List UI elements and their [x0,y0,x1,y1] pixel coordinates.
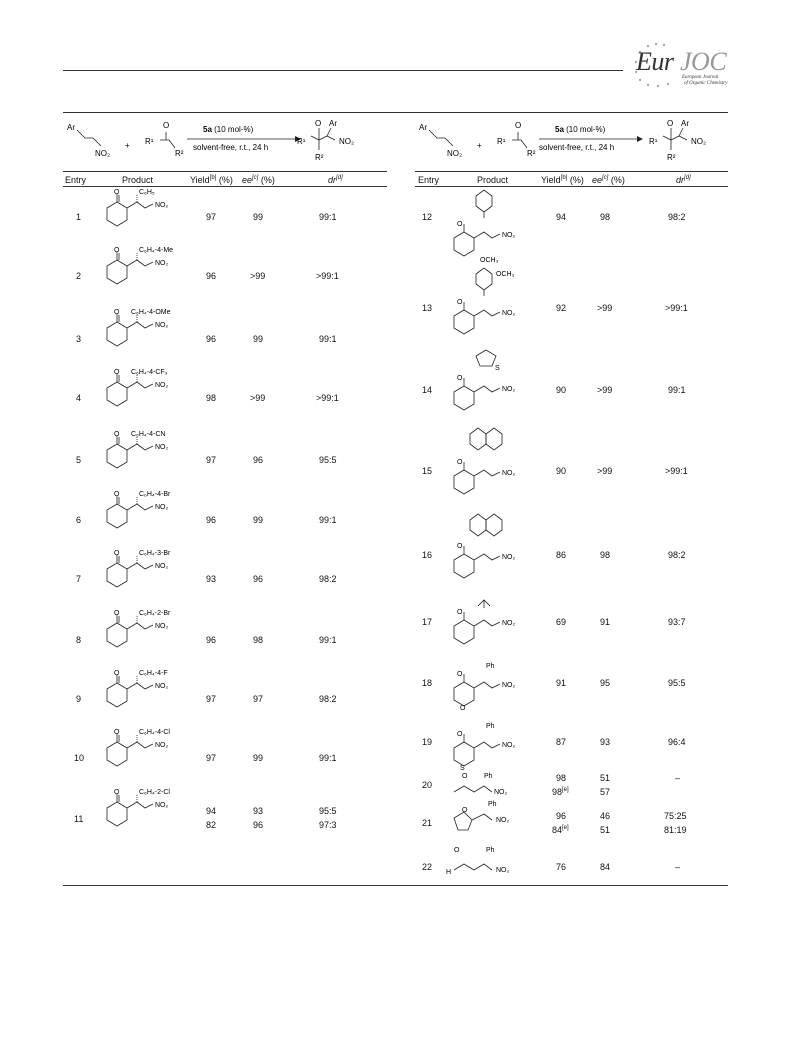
svg-text:R¹: R¹ [497,137,506,146]
yield-2: 96 [206,271,217,281]
ee-20b: 57 [600,787,611,797]
scheme-conditions-right: solvent-free, r.t., 24 h [539,143,615,152]
scheme-plus-left: + [125,141,130,150]
dr-13: >99:1 [665,303,688,313]
entry-22: 22 [422,862,433,872]
entry-4: 4 [76,393,82,403]
dr-11: 95:5 [319,806,337,816]
ee-4: >99 [250,393,266,403]
svg-text:C₆H₄-2-Br: C₆H₄-2-Br [139,610,171,617]
dr-15: >99:1 [665,466,688,476]
svg-text:O: O [462,807,468,814]
yield-20: 98 [556,773,567,783]
svg-text:R²: R² [315,153,324,162]
ee-21: 46 [600,811,611,821]
header-product-right: Product [477,175,509,185]
svg-text:H: H [446,869,452,876]
dr-3: 99:1 [319,334,337,344]
reaction-scheme-left [63,114,393,170]
yield-3: 96 [206,334,217,344]
entry-9: 9 [76,694,82,704]
logo-subtitle-2: of Organic Chemistry [684,81,728,86]
header-ee-right: ee[c] (%) [592,175,625,185]
entry-12: 12 [422,212,433,222]
ee-3: 99 [253,334,264,344]
svg-text:Ph: Ph [488,801,497,808]
scheme-catalyst-left: 5a (10 mol-%) [203,125,254,134]
svg-text:Ph: Ph [486,723,495,730]
svg-text:+: + [477,141,482,150]
ee-19: 93 [600,737,611,747]
yield-22: 76 [556,862,567,872]
entry-20: 20 [422,780,433,790]
entry-19: 19 [422,737,433,747]
dr-20: – [675,773,681,783]
yield-20b: 98[e] [552,787,569,797]
entry-16: 16 [422,550,433,560]
table-header-rule-left [63,171,387,172]
ee-14: >99 [597,385,613,395]
svg-text:Ar: Ar [419,123,427,132]
yield-10: 97 [206,753,217,763]
logo-joc: JOC [680,47,727,76]
dr-6: 99:1 [319,515,337,525]
ee-21b: 51 [600,825,611,835]
header-dr-left: dr[d] [328,175,343,185]
table-header-rule-right-2 [415,186,728,187]
entry-5: 5 [76,455,82,465]
header-dr-right: dr[d] [676,175,691,185]
svg-text:S: S [495,365,500,372]
entry-15: 15 [422,466,433,476]
svg-text:Ph: Ph [486,663,495,670]
dr-4: >99:1 [316,393,339,403]
ee-1: 99 [253,212,264,222]
yield-19: 87 [556,737,567,747]
entry-6: 6 [76,515,82,525]
yield-18: 91 [556,678,567,688]
entry-17: 17 [422,617,433,627]
svg-text:C₆H₄-4-CF₃: C₆H₄-4-CF₃ [131,369,168,376]
svg-text:O: O [462,773,468,780]
dr-10: 99:1 [319,753,337,763]
dr-11b: 97:3 [319,820,337,830]
header-entry-left: Entry [65,175,87,185]
yield-11b: 82 [206,820,217,830]
ee-2: >99 [250,271,266,281]
entry-8: 8 [76,635,82,645]
yield-8: 96 [206,635,217,645]
svg-text:R²: R² [175,149,184,158]
svg-text:O: O [667,119,674,128]
svg-text:C₆H₄-4-Br: C₆H₄-4-Br [139,491,171,498]
svg-text:C₆H₄-4-Cl: C₆H₄-4-Cl [139,729,170,736]
entry-18: 18 [422,678,433,688]
svg-text:R¹: R¹ [297,137,306,146]
yield-1: 97 [206,212,217,222]
reaction-scheme-right [415,114,730,170]
svg-text:C₆H₄-2-Cl: C₆H₄-2-Cl [139,789,170,796]
scheme-ar-left: Ar [67,123,75,132]
yield-21b: 84[e] [552,825,569,835]
yield-21: 96 [556,811,567,821]
dr-8: 99:1 [319,635,337,645]
yield-17: 69 [556,617,567,627]
svg-text:C₆H₅: C₆H₅ [139,189,155,196]
yield-7: 93 [206,574,217,584]
header-entry-right: Entry [418,175,440,185]
ee-22: 84 [600,862,611,872]
scheme-no2-left: NO₂ [95,149,111,158]
svg-text:NO₂: NO₂ [691,137,707,146]
table-top-rule [63,112,728,113]
entry-2: 2 [76,271,82,281]
structures-left [95,188,205,848]
entry-3: 3 [76,334,82,344]
ee-5: 96 [253,455,264,465]
journal-logo [630,42,734,88]
entry-21: 21 [422,818,433,828]
dr-14: 99:1 [668,385,686,395]
svg-text:NO₂: NO₂ [496,867,510,874]
table-bottom-rule [63,885,728,886]
structures-right: O NO₂ OCH₃ OCH₃ S Ph O Ph S Ph O NO₂ Ph O NO₂ Ph O H NO₂ [446,189,515,876]
entry-14: 14 [422,385,433,395]
table-header-rule-left-2 [63,186,387,187]
ee-11b: 96 [253,820,264,830]
svg-text:NO₂: NO₂ [339,137,355,146]
svg-text:R¹: R¹ [649,137,658,146]
svg-text:NO₂: NO₂ [494,789,508,796]
svg-text:R²: R² [667,153,676,162]
svg-text:O: O [454,847,460,854]
yield-13: 92 [556,303,567,313]
dr-17: 93:7 [668,617,686,627]
yield-9: 97 [206,694,217,704]
dr-1: 99:1 [319,212,337,222]
yield-12: 94 [556,212,567,222]
header-yield-left: Yield[b] (%) [190,175,233,185]
dr-9: 98:2 [319,694,337,704]
svg-text:Ar: Ar [681,119,689,128]
yield-4: 98 [206,393,217,403]
svg-text:O: O [315,119,322,128]
header-product-left: Product [122,175,154,185]
svg-text:C₆H₄-3-Br: C₆H₄-3-Br [139,550,171,557]
logo-eur: Eur [636,47,674,76]
dr-19: 96:4 [668,737,686,747]
ee-11: 93 [253,806,264,816]
ee-17: 91 [600,617,611,627]
svg-text:R²: R² [527,149,536,158]
ee-12: 98 [600,212,611,222]
yield-11: 94 [206,806,217,816]
ee-6: 99 [253,515,264,525]
yield-5: 97 [206,455,217,465]
svg-text:Ph: Ph [484,773,493,780]
dr-7: 98:2 [319,574,337,584]
dr-21b: 81:19 [664,825,687,835]
ee-8: 98 [253,635,264,645]
svg-text:O: O [515,121,522,130]
yield-16: 86 [556,550,567,560]
yield-15: 90 [556,466,567,476]
svg-text:C₆H₄-4-OMe: C₆H₄-4-OMe [131,309,171,316]
yield-14: 90 [556,385,567,395]
svg-text:Ar: Ar [329,119,337,128]
dr-16: 98:2 [668,550,686,560]
svg-text:S: S [460,765,465,772]
ee-15: >99 [597,466,613,476]
scheme-conditions-left: solvent-free, r.t., 24 h [193,143,269,152]
dr-22: – [675,862,681,872]
svg-text:Ph: Ph [486,847,495,854]
ee-9: 97 [253,694,264,704]
ee-10: 99 [253,753,264,763]
svg-text:O: O [460,705,466,712]
svg-text:C₆H₄-4-Me: C₆H₄-4-Me [139,247,174,254]
ee-7: 96 [253,574,264,584]
header-yield-right: Yield[b] (%) [541,175,584,185]
header-rule [63,70,623,71]
ee-18: 95 [600,678,611,688]
svg-text:NO₂: NO₂ [496,817,510,824]
entry-1: 1 [76,212,82,222]
svg-text:OCH₃: OCH₃ [496,271,515,278]
logo-subtitle-1: European Journal [682,75,719,80]
svg-text:C₆H₄-4-F: C₆H₄-4-F [139,670,168,677]
svg-text:OCH₃: OCH₃ [480,257,499,264]
svg-text:O: O [163,121,170,130]
yield-6: 96 [206,515,217,525]
scheme-catalyst-right: 5a (10 mol-%) [555,125,606,134]
dr-2: >99:1 [316,271,339,281]
svg-text:R¹: R¹ [145,137,154,146]
svg-text:C₆H₄-4-CN: C₆H₄-4-CN [131,431,166,438]
entry-11: 11 [74,814,84,824]
dr-5: 95:5 [319,455,337,465]
table-header-rule-right [415,171,728,172]
dr-12: 98:2 [668,212,686,222]
ee-13: >99 [597,303,613,313]
ee-20: 51 [600,773,611,783]
entry-10: 10 [74,753,85,763]
entry-13: 13 [422,303,433,313]
entry-7: 7 [76,574,82,584]
svg-text:NO₂: NO₂ [447,149,463,158]
dr-18: 95:5 [668,678,686,688]
header-ee-left: ee[c] (%) [242,175,275,185]
ee-16: 98 [600,550,611,560]
dr-21: 75:25 [664,811,687,821]
